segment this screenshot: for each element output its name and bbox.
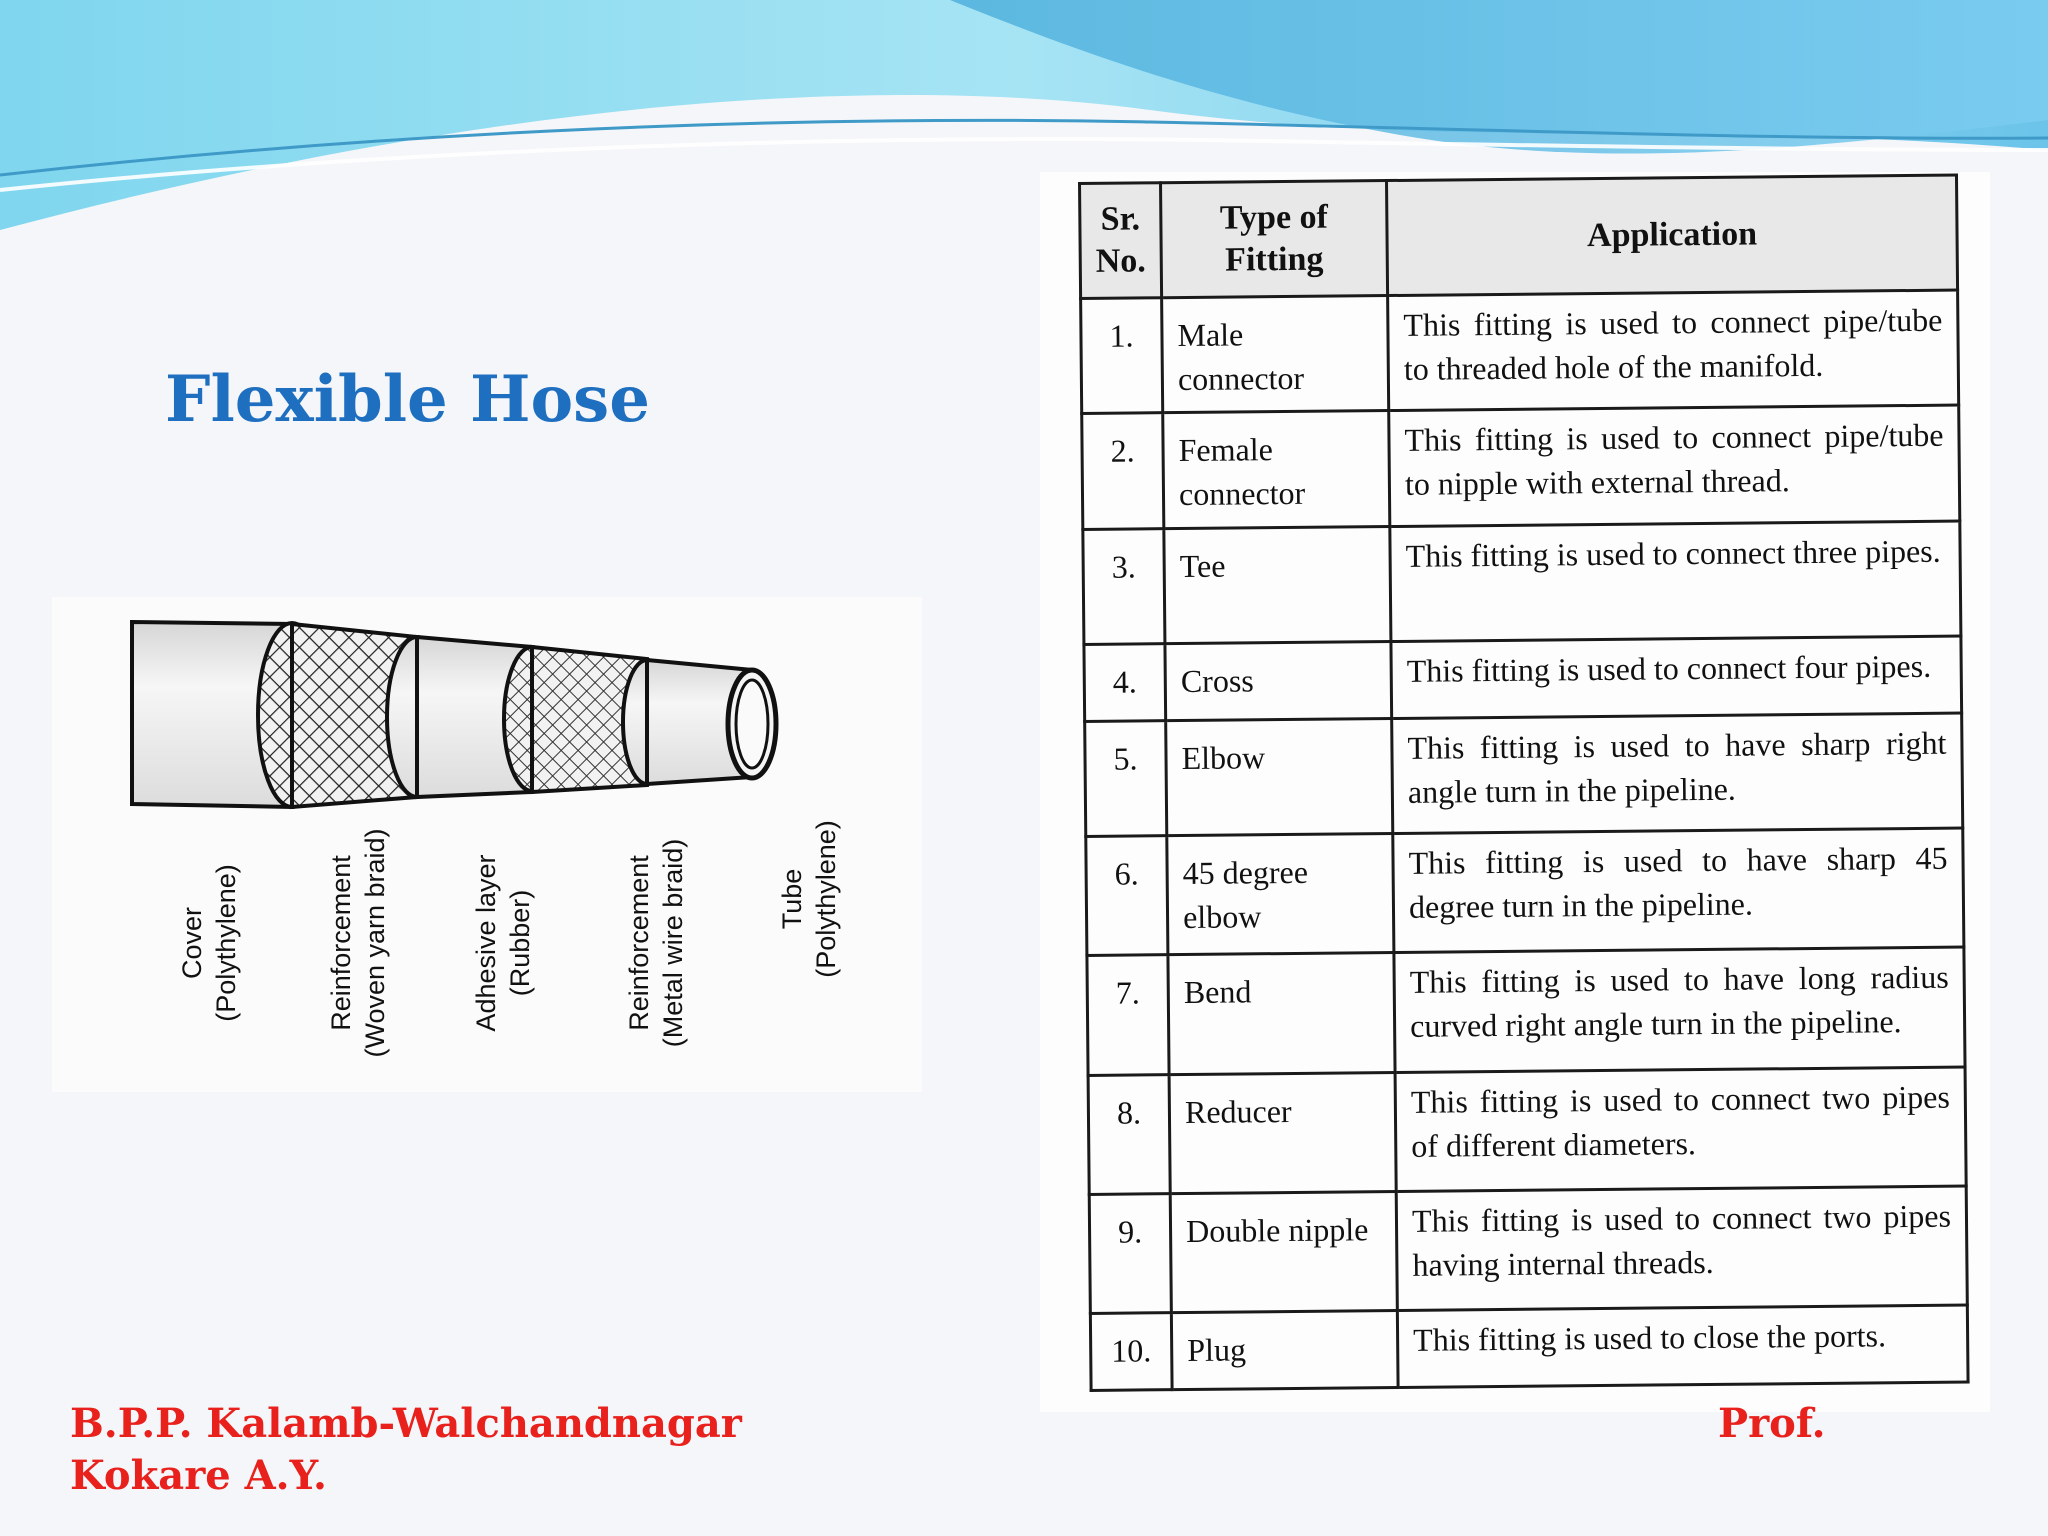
cell-type: Female connector [1163,411,1390,528]
hose-label-adhesive-layer: Adhesive layer (Rubber) [471,854,535,1032]
cell-sr: 6. [1086,836,1168,956]
slide-title: Flexible Hose [165,362,650,437]
cell-sr: 10. [1090,1313,1172,1391]
footer-prefix: Prof. [1718,1400,1826,1447]
cell-application: This fitting is used to have sharp 45 degree turn in the pipeline. [1393,828,1964,953]
header-sr-no: Sr. No. [1080,183,1162,299]
cell-sr: 3. [1083,528,1165,644]
header-type-of-fitting: Type of Fitting [1161,181,1388,298]
cell-type: Elbow [1166,718,1393,835]
footer-author: Kokare A.Y. [70,1452,327,1499]
cell-application: This fitting is used to connect two pipes having internal threads. [1396,1186,1967,1311]
cell-sr: 7. [1087,955,1169,1075]
table-row [1082,405,1960,529]
footer-credit [70,1398,742,1502]
cell-application: This fitting is used to connect pipe/tube to nipple with external thread. [1389,405,1960,526]
table-row [1089,1186,1967,1314]
cell-sr: 4. [1084,643,1166,721]
cell-type: Double nipple [1170,1191,1397,1312]
cell-application: This fitting is used to connect pipe/tube to threaded hole of the manifold. [1388,290,1959,411]
cell-type: Tee [1164,526,1391,643]
hose-label-metal-reinforcement: Reinforcement (Metal wire braid) [624,838,688,1048]
cell-type: Bend [1168,953,1395,1074]
cell-sr: 5. [1085,720,1167,836]
fittings-table [1078,174,1970,1392]
table-header-row [1080,175,1958,298]
cell-sr: 9. [1089,1193,1171,1313]
cell-sr: 8. [1088,1074,1170,1194]
header-application: Application [1387,175,1958,295]
hose-label-woven-reinforcement: Reinforcement (Woven yarn braid) [326,828,390,1058]
cell-type: Reducer [1169,1072,1396,1193]
cell-type: 45 degree elbow [1167,833,1394,954]
table-row [1085,713,1963,837]
cell-type: Male connector [1162,296,1389,413]
hose-label-cover: Cover (Polythylene) [177,864,241,1022]
cell-type: Plug [1171,1311,1398,1390]
footer-institution: B.P.P. Kalamb-Walchandnagar [70,1400,742,1447]
cell-application: This fitting is used to have long radius curved right angle turn in the pipeline. [1394,947,1965,1072]
table-row [1087,947,1965,1075]
table-row [1084,636,1962,721]
table-row [1090,1305,1968,1390]
table-row [1081,290,1959,414]
hose-label-tube: Tube (Polythylene) [777,820,841,978]
table-row [1083,521,1961,645]
table-row [1088,1067,1966,1195]
fittings-table-image [1040,172,1990,1412]
cell-type: Cross [1165,641,1392,720]
cell-application: This fitting is used to have sharp right angle turn in the pipeline. [1392,713,1963,834]
cell-sr: 1. [1081,298,1163,414]
cell-sr: 2. [1082,413,1164,529]
cell-application: This fitting is used to connect four pipes. [1391,636,1962,718]
hose-diagram [52,597,922,1092]
cell-application: This fitting is used to close the ports. [1397,1305,1968,1387]
table-row [1086,828,1964,956]
cell-application: This fitting is used to connect three pipes. [1390,521,1961,642]
cell-application: This fitting is used to connect two pipes of different diameters. [1395,1067,1966,1192]
